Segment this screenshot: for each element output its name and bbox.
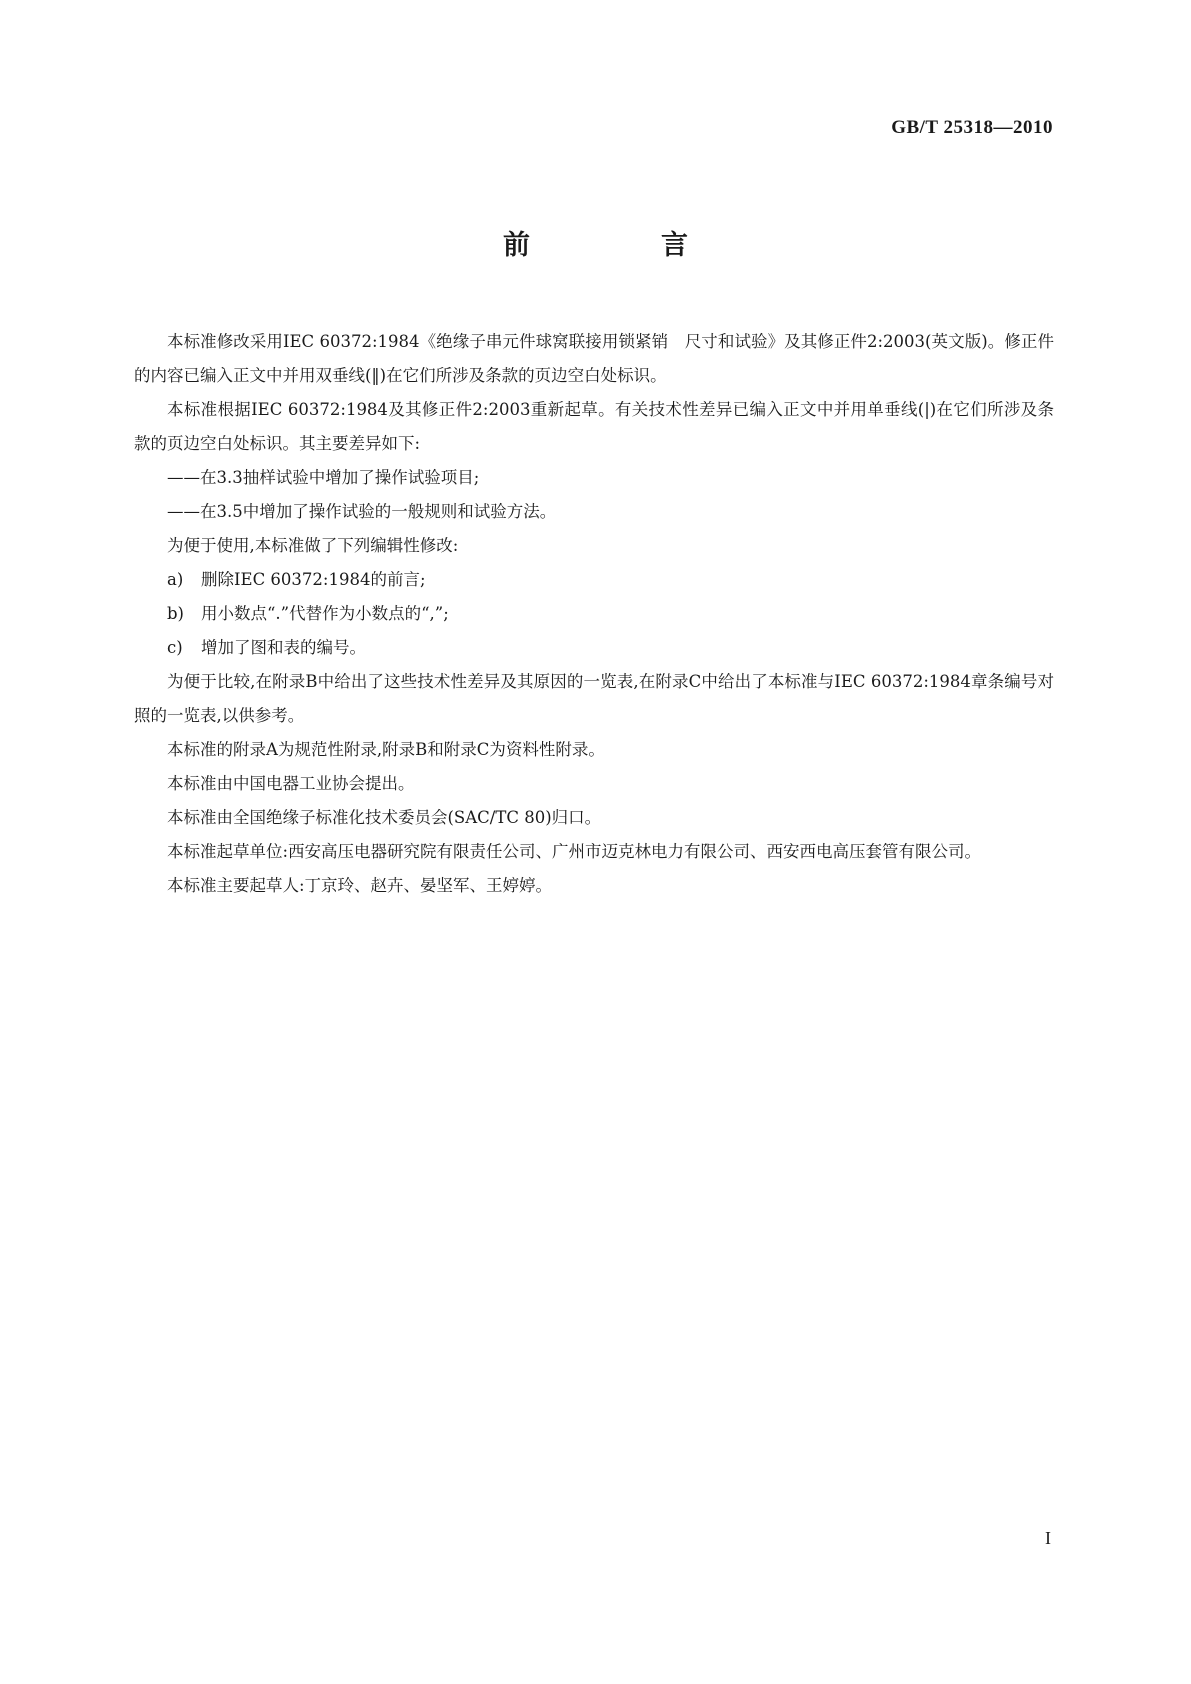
edit-item [134, 631, 1054, 665]
list-marker: b) [167, 604, 184, 623]
paragraph: 本标准主要起草人:丁京玲、赵卉、晏坚军、王婷婷。 [167, 876, 553, 895]
paragraph: 本标准由中国电器工业协会提出。 [167, 774, 415, 793]
foreword-body [134, 325, 1054, 903]
paragraph: 为便于比较,在附录B中给出了这些技术性差异及其原因的一览表,在附录C中给出了本标准与IEC 60372:1984章条编号对照的一览表,以供参考。 [134, 672, 1054, 725]
page-number: I [1045, 1528, 1051, 1548]
paragraph: 本标准的附录A为规范性附录,附录B和附录C为资料性附录。 [167, 740, 605, 759]
paragraph: 本标准修改采用IEC 60372:1984《绝缘子串元件球窝联接用锁紧销 尺寸和试验》及其修正件2:2003(英文版)。修正件的内容已编入正文中并用双垂线(‖)在它们所涉及条款的页边空白处标识。 [134, 332, 1054, 385]
edit-text: 增加了图和表的编号。 [201, 638, 366, 657]
list-marker: a) [167, 570, 184, 589]
paragraph: 本标准由全国绝缘子标准化技术委员会(SAC/TC 80)归口。 [167, 808, 602, 827]
edit-item [134, 563, 1054, 597]
difference-item: ——在3.5中增加了操作试验的一般规则和试验方法。 [167, 502, 557, 521]
edit-text: 删除IEC 60372:1984的前言; [201, 570, 426, 589]
page-title: 前 言 [503, 230, 740, 261]
list-marker: c) [167, 638, 183, 657]
difference-item: ——在3.3抽样试验中增加了操作试验项目; [167, 468, 480, 487]
paragraph: 本标准起草单位:西安高压电器研究院有限责任公司、广州市迈克林电力有限公司、西安西电高压套管有限公司。 [167, 842, 982, 861]
edit-text: 用小数点“.”代替作为小数点的“,”; [201, 604, 449, 623]
paragraph: 为便于使用,本标准做了下列编辑性修改: [167, 536, 459, 555]
standard-code: GB/T 25318—2010 [891, 117, 1053, 138]
edit-item [134, 597, 1054, 631]
paragraph: 本标准根据IEC 60372:1984及其修正件2:2003重新起草。有关技术性差异已编入正文中并用单垂线(|)在它们所涉及条款的页边空白处标识。其主要差异如下: [134, 400, 1054, 453]
